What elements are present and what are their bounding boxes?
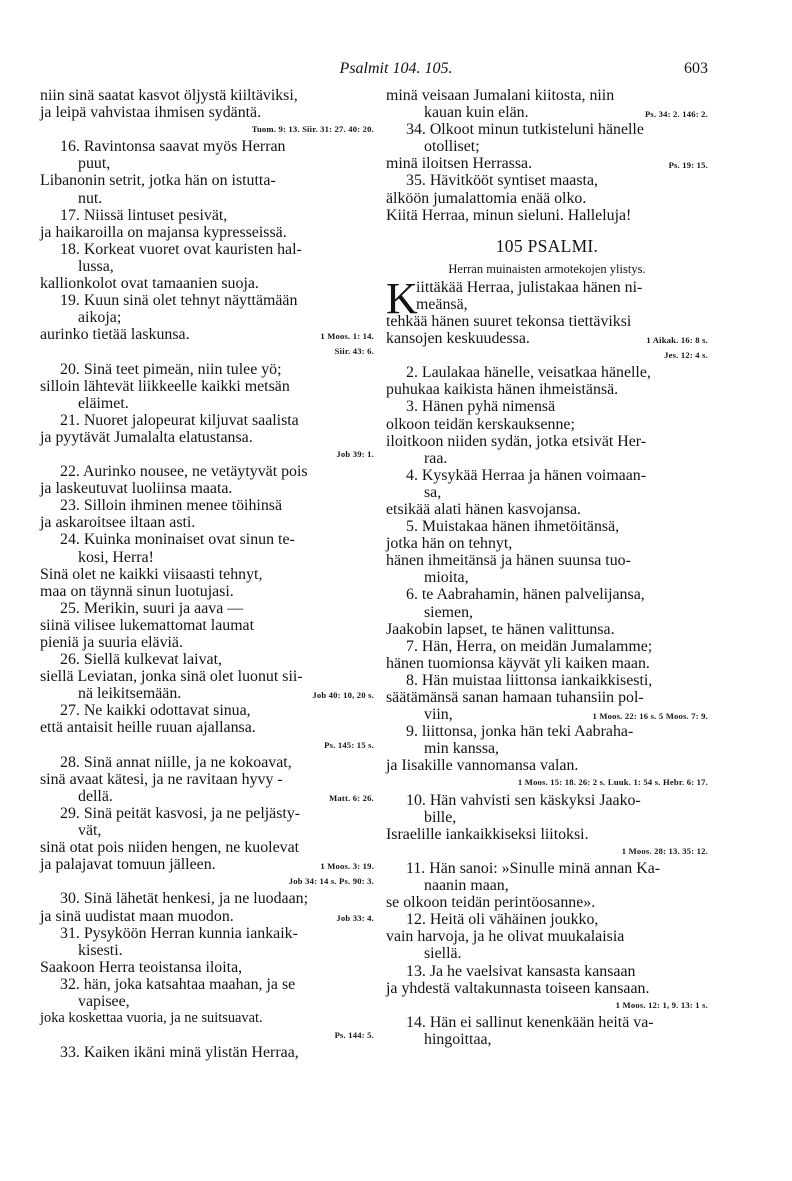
verse-line	[386, 963, 708, 980]
verse-line	[386, 911, 708, 928]
line-text: ja pyytävät Jumalalta elatustansa.	[40, 428, 253, 446]
line-text: 28. Sinä annat niille, ja ne kokoavat,	[60, 753, 292, 771]
verse-line	[40, 497, 374, 514]
line-text: siellä Leviatan, jonka sinä olet luonut sii-	[40, 668, 303, 686]
verse-line	[40, 702, 374, 719]
verse-line	[386, 450, 708, 467]
psalm-105-subheading: Herran muinaisten armotekojen ylistys.	[448, 261, 646, 276]
line-text: ja askaroitsee iltaan asti.	[40, 514, 196, 532]
verse-line	[386, 604, 708, 621]
psalm-104-ending	[386, 87, 708, 224]
line-text: 20. Sinä teet pimeän, niin tulee yö;	[60, 360, 282, 378]
verse-line	[386, 843, 708, 860]
verse-line	[40, 1044, 374, 1061]
verse-line	[40, 138, 374, 155]
verse-line	[386, 877, 708, 894]
cross-reference: Ps. 34: 2. 146: 2.	[644, 109, 708, 120]
line-text: ja sinä uudistat maan muodon.	[40, 907, 234, 925]
line-text: etsikää alati hänen kasvojansa.	[386, 500, 582, 518]
cross-reference: Job 33: 4.	[336, 912, 374, 923]
line-text: minä iloitsen Herrassa.	[386, 155, 533, 173]
verse-line	[40, 737, 374, 754]
line-text: 11. Hän sanoi: »Sinulle minä annan Ka-	[406, 859, 661, 877]
verse-line	[40, 309, 374, 326]
line-text: 4. Kysykää Herraa ja hänen voimaan-	[406, 466, 647, 484]
psalm-105-body	[386, 313, 708, 1048]
cross-reference: 1 Moos. 12: 1, 9. 13: 1 s.	[615, 999, 708, 1010]
line-text: puut,	[78, 155, 111, 173]
verse-line	[386, 945, 708, 962]
line-text: 19. Kuun sinä olet tehnyt näyttämään	[60, 292, 298, 310]
line-text: Israelille iankaikkiseksi liitoksi.	[386, 825, 589, 843]
verse-line	[386, 1031, 708, 1048]
verse-line	[386, 706, 708, 723]
line-text: 7. Hän, Herra, on meidän Jumalamme;	[406, 637, 653, 655]
verse-line	[40, 634, 374, 651]
verse-line	[40, 600, 374, 617]
line-text: vain harvoja, ja he olivat muukalaisia	[386, 928, 625, 946]
verse-line	[40, 292, 374, 309]
verse-line	[386, 638, 708, 655]
verse-line	[40, 361, 374, 378]
cross-reference: Job 40: 10, 20 s.	[312, 690, 374, 701]
line-text: 18. Korkeat vuoret ovat kauristen hal-	[60, 240, 302, 258]
line-text: Jaakobin lapset, te hänen valittunsa.	[386, 620, 615, 638]
line-text: naanin maan,	[424, 877, 509, 895]
verse-line	[40, 925, 374, 942]
verse-line	[386, 501, 708, 518]
line-text: 22. Aurinko nousee, ne vetäytyvät pois	[60, 463, 308, 481]
line-text: siinä vilisee lukemattomat laumat	[40, 616, 255, 634]
line-text: ja yhdestä valtakunnasta toiseen kansaan.	[386, 979, 650, 997]
verse-line	[386, 330, 708, 347]
line-text: eläimet.	[78, 394, 129, 412]
line-text: 5. Muistakaa hänen ihmetöitänsä,	[406, 518, 620, 536]
verse-line	[386, 207, 708, 224]
verse-line	[386, 121, 708, 138]
line-text: hänen tuomionsa käyvät yli kaiken maan.	[386, 654, 650, 672]
verse-line	[40, 754, 374, 771]
verse-line	[386, 826, 708, 843]
verse-line	[386, 87, 708, 104]
verse-line	[40, 241, 374, 258]
line-text: 26. Siellä kulkevat laivat,	[60, 651, 222, 669]
verse-line	[386, 279, 708, 296]
cross-reference: Tuom. 9: 13. Siir. 31: 27. 40: 20.	[251, 124, 374, 135]
line-text: 14. Hän ei sallinut kenenkään heitä va-	[406, 1013, 654, 1031]
verse-line	[40, 549, 374, 566]
verse-line	[386, 672, 708, 689]
verse-line	[386, 1014, 708, 1031]
verse-line	[386, 138, 708, 155]
verse-line	[386, 552, 708, 569]
left-column	[40, 87, 374, 1061]
line-text: 17. Niissä lintuset pesivät,	[60, 206, 228, 224]
cross-reference: 1 Aikak. 16: 8 s.	[646, 335, 708, 346]
line-text: viin,	[424, 706, 453, 724]
cross-reference: 1 Moos. 22: 16 s. 5 Moos. 7: 9.	[592, 711, 708, 722]
verse-line	[40, 976, 374, 993]
line-text: iloitkoon niiden sydän, jotka etsivät Her-	[386, 432, 647, 450]
line-text: olkoon teidän kerskauksenne;	[386, 415, 575, 433]
verse-line	[386, 172, 708, 189]
verse-line	[386, 416, 708, 433]
line-text: vät,	[78, 822, 102, 840]
line-text: 16. Ravintonsa saavat myös Herran	[60, 138, 286, 156]
line-text: 12. Heitä oli vähäinen joukko,	[406, 911, 599, 929]
line-text: 27. Ne kaikki odottavat sinua,	[60, 702, 251, 720]
verse-line	[40, 873, 374, 890]
line-text: 2. Laulakaa hänelle, veisatkaa hänelle,	[406, 364, 651, 382]
line-text: 21. Nuoret jalopeurat kiljuvat saalista	[60, 411, 299, 429]
verse-line	[40, 651, 374, 668]
verse-line	[386, 155, 708, 172]
verse-line	[40, 343, 374, 360]
cross-reference: Job 39: 1.	[336, 448, 374, 459]
line-text: siemen,	[424, 603, 473, 621]
verse-line	[40, 224, 374, 241]
line-text: sa,	[424, 483, 442, 501]
line-text: 3. Hänen pyhä nimensä	[406, 398, 556, 416]
verse-line	[40, 583, 374, 600]
line-text: 10. Hän vahvisti sen käskyksi Jaako-	[406, 791, 641, 809]
verse-line	[40, 463, 374, 480]
line-text: jotka hän on tehnyt,	[386, 535, 513, 553]
verse-line	[386, 723, 708, 740]
verse-line	[40, 719, 374, 736]
line-text: 32. hän, joka katsahtaa maahan, ja se	[60, 975, 296, 993]
line-text: sinä otat pois niiden hengen, ne kuolevat	[40, 839, 300, 857]
line-text: lussa,	[78, 257, 114, 275]
verse-line	[386, 467, 708, 484]
verse-line	[40, 1027, 374, 1044]
line-text: vapisee,	[78, 992, 130, 1010]
verse-line	[40, 104, 374, 121]
line-text: kisesti.	[78, 941, 123, 959]
verse-line	[40, 514, 374, 531]
line-text: siellä.	[424, 945, 462, 963]
line-text: 23. Silloin ihminen menee töihinsä	[60, 497, 283, 515]
verse-line	[40, 155, 374, 172]
line-text: 35. Hävitkööt syntiset maasta,	[406, 172, 598, 190]
cross-reference: Jes. 12: 4 s.	[664, 350, 708, 361]
verse-line	[40, 446, 374, 463]
cross-reference: 1 Moos. 28: 13. 35: 12.	[621, 845, 708, 856]
cross-reference: Ps. 19: 15.	[668, 160, 708, 171]
verse-line	[40, 275, 374, 292]
verse-line	[40, 258, 374, 275]
psalm-105-heading: 105 PSALMI.	[495, 235, 599, 256]
line-text: se olkoon teidän perintöosanne».	[386, 894, 596, 912]
verse-line	[40, 788, 374, 805]
verse-line	[386, 347, 708, 364]
line-text: säätämänsä sanan hamaan tuhansiin pol-	[386, 689, 644, 706]
verse-line	[40, 839, 374, 856]
verse-line	[40, 890, 374, 907]
line-text: 8. Hän muistaa liittonsa iankaikkisesti,	[406, 671, 653, 689]
verse-line	[386, 621, 708, 638]
line-text: 29. Sinä peität kasvosi, ja ne peljästy-	[60, 804, 301, 822]
line-text: 34. Olkoot minun tutkisteluni hänelle	[406, 121, 644, 139]
verse-line	[386, 398, 708, 415]
verse-line	[386, 792, 708, 809]
cross-reference: Ps. 144: 5.	[334, 1030, 374, 1041]
verse-line	[386, 894, 708, 911]
verse-line	[40, 531, 374, 548]
line-text: Libanonin setrit, jotka hän on istutta-	[40, 172, 276, 190]
verse-line	[40, 207, 374, 224]
verse-line	[40, 395, 374, 412]
drop-cap: K	[386, 273, 418, 323]
verse-line	[386, 997, 708, 1014]
line-text: kansojen keskuudessa.	[386, 330, 530, 348]
verse-line	[386, 364, 708, 381]
line-text: mioita,	[424, 569, 469, 587]
verse-line	[40, 685, 374, 702]
cross-reference: Job 34: 14 s. Ps. 90: 3.	[288, 876, 374, 887]
line-text: ja haikaroilla on majansa kypresseissä.	[40, 223, 287, 241]
line-text: 9. liittonsa, jonka hän teki Aabraha-	[406, 723, 634, 741]
line-text: hingoittaa,	[424, 1030, 492, 1048]
line-text: 6. te Aabrahamin, hänen palvelijansa,	[406, 586, 645, 604]
line-text: älköön jumalattomia enää olko.	[386, 189, 587, 207]
verse-line	[386, 535, 708, 552]
line-text: nut.	[78, 189, 103, 207]
verse-line	[40, 172, 374, 189]
line-text: kosi, Herra!	[78, 548, 154, 566]
line-text: että antaisit heille ruuan ajallansa.	[40, 719, 256, 737]
line-text: otolliset;	[424, 138, 480, 156]
verse-line	[386, 104, 708, 121]
line-text: bille,	[424, 808, 457, 826]
verse-line	[386, 740, 708, 757]
verse-line	[386, 689, 708, 706]
verse-line	[386, 296, 708, 313]
line-text: Sinä olet ne kaikki viisaasti tehnyt,	[40, 565, 263, 583]
verse-line	[40, 771, 374, 788]
verse-line	[40, 805, 374, 822]
line-text: kallionkolot ovat tamaanien suoja.	[40, 275, 259, 293]
verse-line	[40, 412, 374, 429]
line-text: Kiitä Herraa, minun sieluni. Halleluja!	[386, 206, 632, 224]
line-text: 33. Kaiken ikäni minä ylistän Herraa,	[60, 1044, 299, 1062]
verse-line	[386, 313, 708, 330]
line-text: 24. Kuinka moninaiset ovat sinun te-	[60, 531, 295, 549]
verse-line	[386, 655, 708, 672]
verse-line	[40, 326, 374, 343]
line-text: min kanssa,	[424, 740, 500, 758]
line-text: aurinko tietää laskunsa.	[40, 326, 190, 344]
verse-line	[40, 822, 374, 839]
verse-line	[40, 908, 374, 925]
right-column	[386, 87, 708, 1048]
line-text: 31. Pysyköön Herran kunnia iankaik-	[60, 924, 298, 942]
line-text: 30. Sinä lähetät henkesi, ja ne luodaan;	[60, 890, 308, 908]
verse-line	[386, 484, 708, 501]
cross-reference: Matt. 6: 26.	[329, 792, 374, 803]
verse-line	[386, 586, 708, 603]
verse-line	[386, 809, 708, 826]
verse-line	[40, 617, 374, 634]
verse-line	[40, 87, 374, 104]
line-text: tehkää hänen suuret tekonsa tiettäviksi	[386, 312, 632, 330]
cross-reference: Siir. 43: 6.	[334, 346, 374, 357]
line-text: meänsä,	[416, 295, 468, 313]
verse-line	[40, 566, 374, 583]
line-text: joka koskettaa vuoria, ja ne suitsuavat.	[40, 1010, 263, 1027]
verse-line	[386, 381, 708, 398]
verse-line	[386, 190, 708, 207]
line-text: puhukaa kaikista hänen ihmeistänsä.	[386, 381, 619, 399]
cross-reference: 1 Moos. 3: 19.	[320, 861, 374, 872]
verse-line	[40, 1010, 374, 1027]
verse-line	[386, 928, 708, 945]
line-text: 13. Ja he vaelsivat kansasta kansaan	[406, 962, 636, 980]
verse-line	[40, 993, 374, 1010]
cross-reference: Ps. 145: 15 s.	[324, 739, 374, 750]
line-text: minä veisaan Jumalani kiitosta, niin	[386, 87, 615, 104]
line-text: ja Iisakille vannomansa valan.	[386, 757, 579, 775]
verse-line	[40, 942, 374, 959]
verse-line	[40, 429, 374, 446]
cross-reference: 1 Moos. 1: 14.	[320, 331, 374, 342]
verse-line	[40, 480, 374, 497]
line-text: ja palajavat tomuun jälleen.	[40, 856, 216, 874]
line-text: kauan kuin elän.	[424, 104, 529, 122]
verse-line	[40, 668, 374, 685]
verse-line	[386, 757, 708, 774]
verse-line	[40, 856, 374, 873]
line-text: iittäkää Herraa, julistakaa hänen ni-	[416, 278, 643, 296]
verse-line	[386, 860, 708, 877]
line-text: nä leikitsemään.	[78, 685, 182, 703]
line-text: 25. Merikin, suuri ja aava —	[60, 599, 244, 617]
verse-line	[40, 121, 374, 138]
verse-line	[386, 518, 708, 535]
line-text: silloin lähtevät liikkeelle kaikki metsän	[40, 377, 290, 395]
line-text: Saakoon Herra teoistansa iloita,	[40, 958, 243, 976]
verse-line	[386, 980, 708, 997]
line-text: pieniä ja suuria eläviä.	[40, 634, 183, 651]
line-text: ja leipä vahvistaa ihmisen sydäntä.	[40, 104, 262, 122]
page-number: 603	[684, 60, 708, 77]
verse-line	[40, 378, 374, 395]
verse-line	[386, 774, 708, 791]
verse-line	[386, 569, 708, 586]
line-text: raa.	[424, 449, 448, 467]
line-text: maa on täynnä sinun luotujasi.	[40, 582, 234, 600]
verse-line	[386, 433, 708, 450]
line-text: ja laskeutuvat luoliinsa maata.	[40, 480, 233, 498]
line-text: niin sinä saatat kasvot öljystä kiiltäviksi,	[40, 87, 298, 104]
line-text: dellä.	[78, 787, 113, 805]
line-text: aikoja;	[78, 309, 122, 327]
line-text: hänen ihmeitänsä ja hänen suunsa tuo-	[386, 552, 631, 570]
line-text: sinä avaat kätesi, ja ne ravitaan hyvy -	[40, 770, 283, 788]
verse-line	[40, 190, 374, 207]
cross-reference: 1 Moos. 15: 18. 26: 2 s. Luuk. 1: 54 s. Hebr. 6: 17.	[517, 777, 708, 788]
verse-line	[40, 959, 374, 976]
running-title: Psalmit 104. 105.	[339, 60, 453, 77]
